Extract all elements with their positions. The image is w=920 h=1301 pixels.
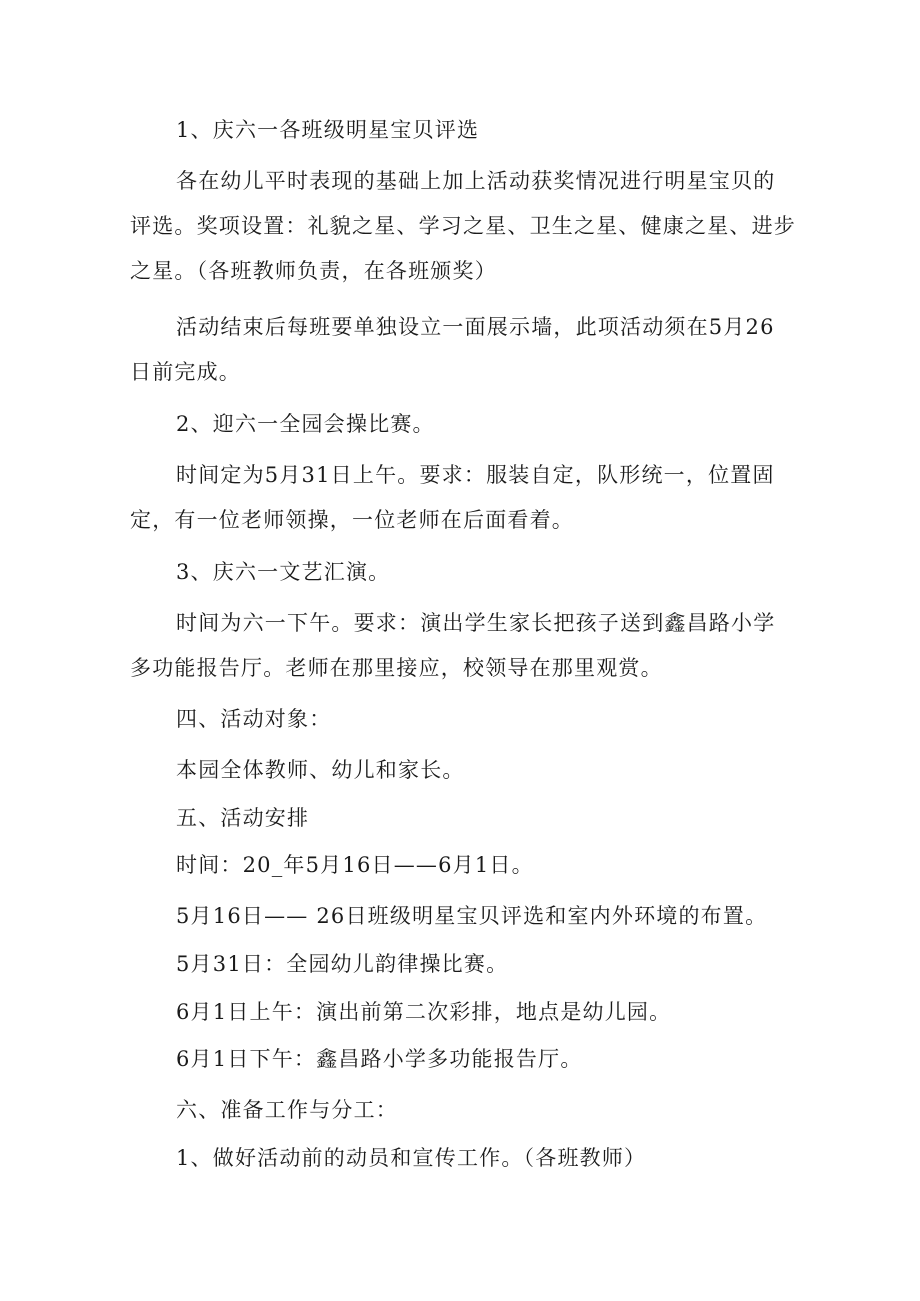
paragraph-preparation-item-1: 1、做好活动前的动员和宣传工作。（各班教师） xyxy=(176,1146,647,1170)
paragraph-schedule-june1-afternoon: 6月1日下午：鑫昌路小学多功能报告厅。 xyxy=(176,1047,583,1071)
paragraph-star-selection-heading: 1、庆六一各班级明星宝贝评选 xyxy=(176,118,480,142)
paragraph-targets: 本园全体教师、幼儿和家长。 xyxy=(176,758,465,782)
paragraph-display-wall: 活动结束后每班要单独设立一面展示墙，此项活动须在5月26日前完成。 xyxy=(130,315,775,384)
paragraph-time-range: 时间：20_年5月16日——6月1日。 xyxy=(176,853,534,877)
paragraph-exercise-contest-heading: 2、迎六一全园会操比赛。 xyxy=(176,412,435,436)
paragraph-star-selection-details: 各在幼儿平时表现的基础上加上活动获奖情况进行明星宝贝的评选。奖项设置：礼貌之星、学习之星、卫生之星、健康之星、进步之星。（各班教师负责，在各班颁奖） xyxy=(130,169,796,283)
section-heading-targets: 四、活动对象： xyxy=(176,707,332,731)
paragraph-exercise-contest-details: 时间定为5月31日上午。要求：服装自定，队形统一，位置固定，有一位老师领操，一位老师在后面看着。 xyxy=(130,463,775,532)
paragraph-performance-details: 时间为六一下午。要求：演出学生家长把孩子送到鑫昌路小学多功能报告厅。老师在那里接应，校领导在那里观赏。 xyxy=(130,611,776,680)
paragraph-performance-heading: 3、庆六一文艺汇演。 xyxy=(176,560,391,584)
paragraph-schedule-june1-morning: 6月1日上午：演出前第二次彩排，地点是幼儿园。 xyxy=(176,1000,672,1024)
paragraph-schedule-may16: 5月16日—— 26日班级明星宝贝评选和室内外环境的布置。 xyxy=(176,904,768,928)
paragraph-schedule-may31: 5月31日：全园幼儿韵律操比赛。 xyxy=(176,952,509,976)
section-heading-arrangement: 五、活动安排 xyxy=(176,806,310,830)
section-heading-preparation: 六、准备工作与分工： xyxy=(176,1098,398,1122)
